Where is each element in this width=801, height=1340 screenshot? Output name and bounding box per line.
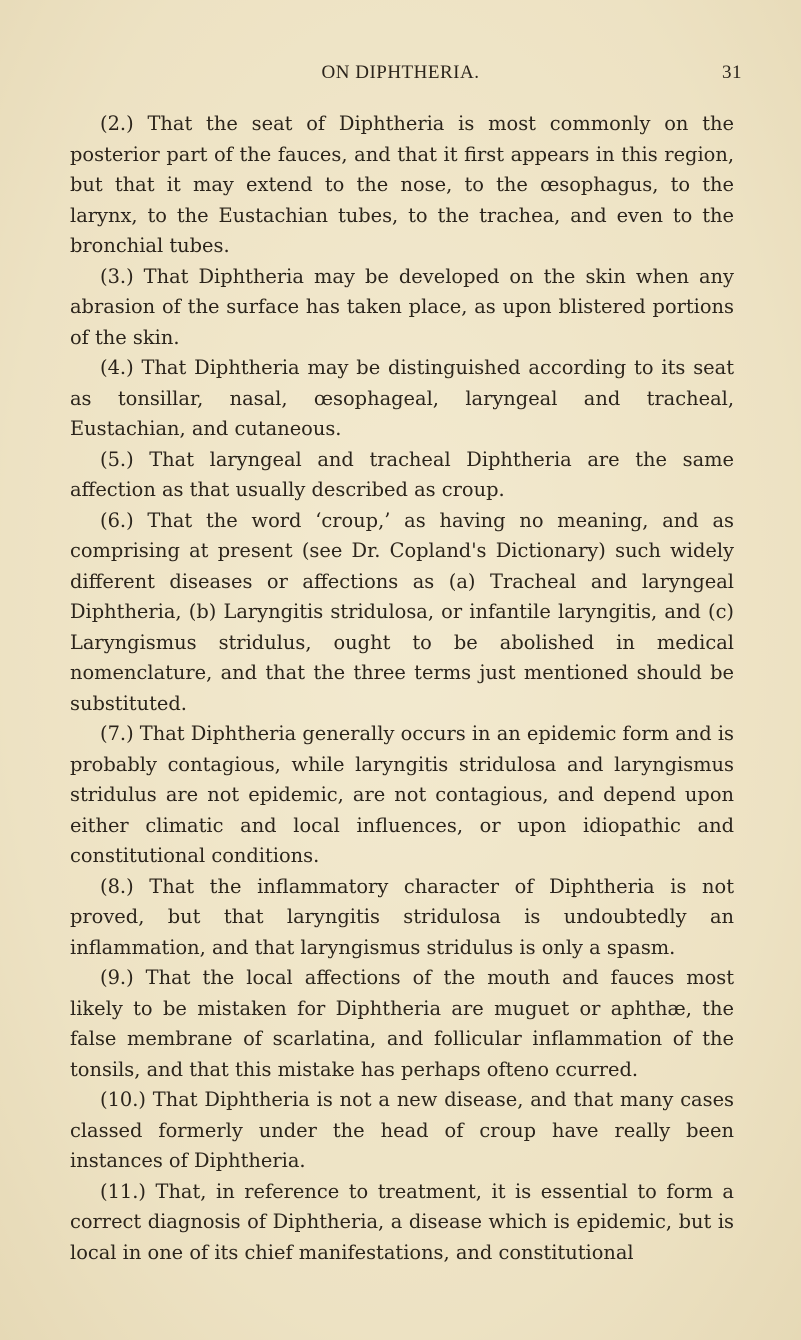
paragraph-conclusion-11: (11.) That, in reference to treatment, it is essential to form a correct diagnosis of Diphtheria, a disease which is epidemic, but is local in one of its chief manifestations, and constitutional [70, 1179, 734, 1264]
paragraph-conclusion-4: (4.) That Diphtheria may be distinguished according to its seat as tonsillar, nasal, œsophageal, laryngeal and tracheal, Eustachian, and cutaneous. [70, 356, 734, 440]
running-head [0, 62, 801, 92]
page-number: 31 [722, 62, 742, 83]
paragraph-conclusion-5: (5.) That laryngeal and tracheal Diphtheria are the same affection as that usually described as croup. [70, 447, 734, 501]
paragraph-conclusion-2: (2.) That the seat of Diphtheria is most commonly on the posterior part of the fauces, and that it first appears in this region, but that it may extend to the nose, to the œsophagus, to the larynx, to the Eustachian tubes, to the trachea, and even to the bronchial tubes. [70, 112, 734, 257]
body-text [70, 109, 734, 1268]
paragraph-conclusion-6: (6.) That the word ‘croup,’ as having no meaning, and as comprising at present (see Dr. Copland's Dictionary) such widely different diseases or affections as (a) Tracheal and laryngeal Diphtheria, (b) Laryngitis stridulosa, or infantile laryngitis, and (c) Laryngismus stridulus, ought to be abolished in medical nomenclature, and that the three terms just mentioned should be substituted. [70, 508, 734, 715]
paragraph-conclusion-9: (9.) That the local affections of the mouth and fauces most likely to be mistaken for Diphtheria are muguet or aphthæ, the false membrane of scarlatina, and follicular inflammation of the tonsils, and that this mistake has perhaps ofteno ccurred. [70, 966, 734, 1081]
paragraph-conclusion-7: (7.) That Diphtheria generally occurs in an epidemic form and is probably contagious, while laryngitis stridulosa and laryngismus stridulus are not epidemic, are not contagious, and depend upon either climatic and local influences, or upon idiopathic and constitutional conditions. [70, 722, 734, 867]
paragraph-conclusion-10: (10.) That Diphtheria is not a new disease, and that many cases classed formerly under the head of croup have really been instances of Diphtheria. [70, 1088, 734, 1172]
running-title: ON DIPHTHERIA. [321, 62, 480, 83]
paragraph-conclusion-8: (8.) That the inflammatory character of Diphtheria is not proved, but that laryngitis stridulosa is undoubtedly an inflammation, and that laryngismus stridulus is only a spasm. [70, 874, 734, 959]
paragraph-conclusion-3: (3.) That Diphtheria may be developed on the skin when any abrasion of the surface has taken place, as upon blistered portions of the skin. [70, 264, 734, 349]
